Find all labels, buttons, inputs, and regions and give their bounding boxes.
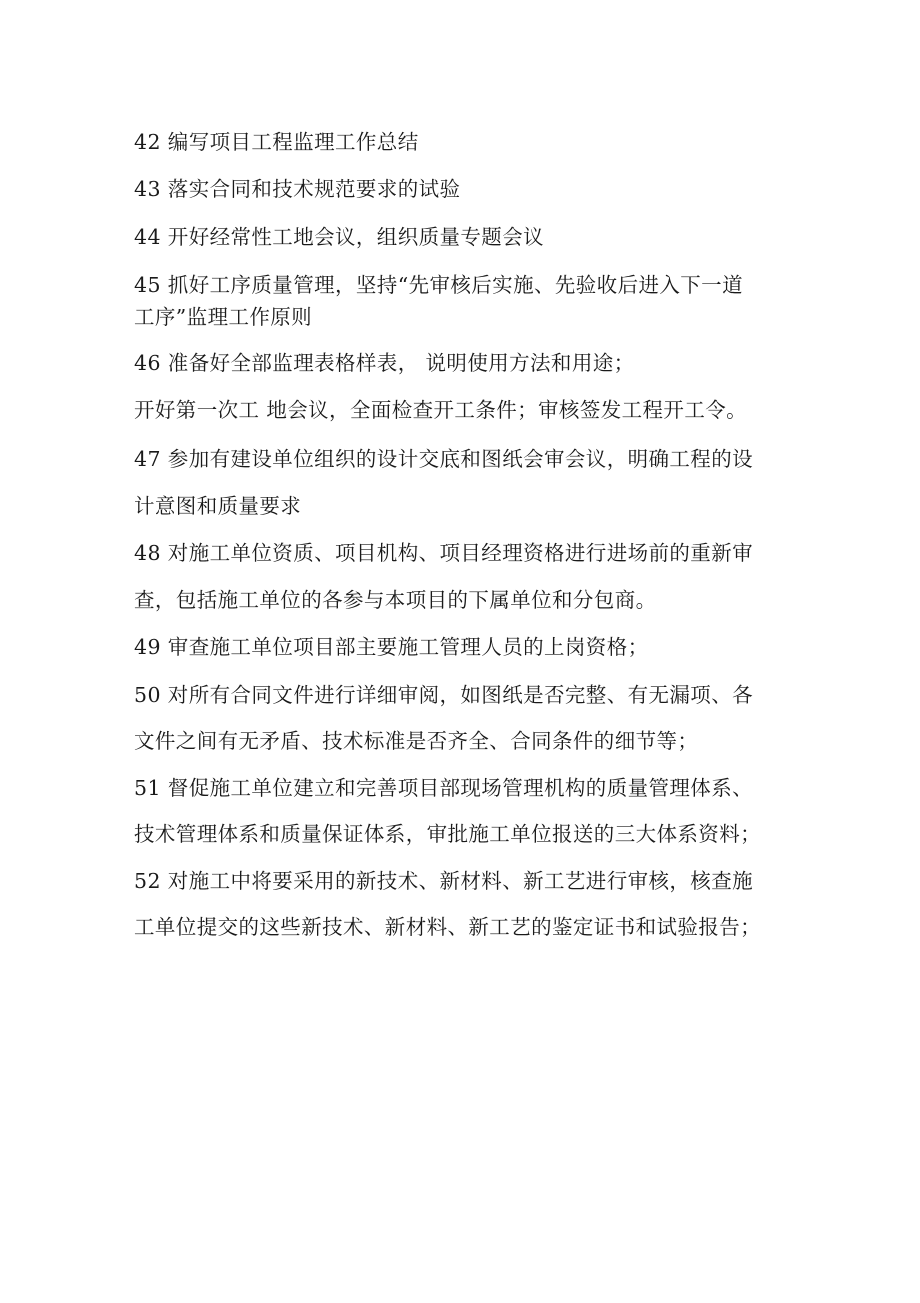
text-line-47-cont: 计意图和质量要求 <box>134 494 302 518</box>
text-line-51-cont: 技术管理体系和质量保证体系，审批施工单位报送的三大体系资料； <box>134 822 761 846</box>
text-line-52-cont: 工单位提交的这些新技术、新材料、新工艺的鉴定证书和试验报告； <box>134 915 761 939</box>
text-line-45: 45 抓好工序质量管理，坚持“先审核后实施、先验收后进入下一道 <box>134 273 743 297</box>
text-line-45-cont: 工序”监理工作原则 <box>134 305 313 329</box>
text-line-51: 51 督促施工单位建立和完善项目部现场管理机构的质量管理体系、 <box>134 776 753 800</box>
text-line-42: 42 编写项目工程监理工作总结 <box>134 130 419 154</box>
text-line-48: 48 对施工单位资质、项目机构、项目经理资格进行进场前的重新审 <box>134 541 753 565</box>
text-line-46-cont: 开好第一次工 地会议，全面检查开工条件；审核签发工程开工令。 <box>134 398 748 422</box>
text-line-43: 43 落实合同和技术规范要求的试验 <box>134 177 461 201</box>
text-line-50: 50 对所有合同文件进行详细审阅，如图纸是否完整、有无漏项、各 <box>134 683 753 707</box>
text-line-52: 52 对施工中将要采用的新技术、新材料、新工艺进行审核，核查施 <box>134 869 753 893</box>
text-line-46: 46 准备好全部监理表格样表， 说明使用方法和用途； <box>134 351 635 375</box>
text-line-49: 49 审查施工单位项目部主要施工管理人员的上岗资格； <box>134 635 649 659</box>
text-line-44: 44 开好经常性工地会议，组织质量专题会议 <box>134 225 545 249</box>
text-line-50-cont: 文件之间有无矛盾、技术标准是否齐全、合同条件的细节等； <box>134 729 699 753</box>
text-line-47: 47 参加有建设单位组织的设计交底和图纸会审会议，明确工程的设 <box>134 447 753 471</box>
text-line-48-cont: 查，包括施工单位的各参与本项目的下属单位和分包商。 <box>134 588 657 612</box>
